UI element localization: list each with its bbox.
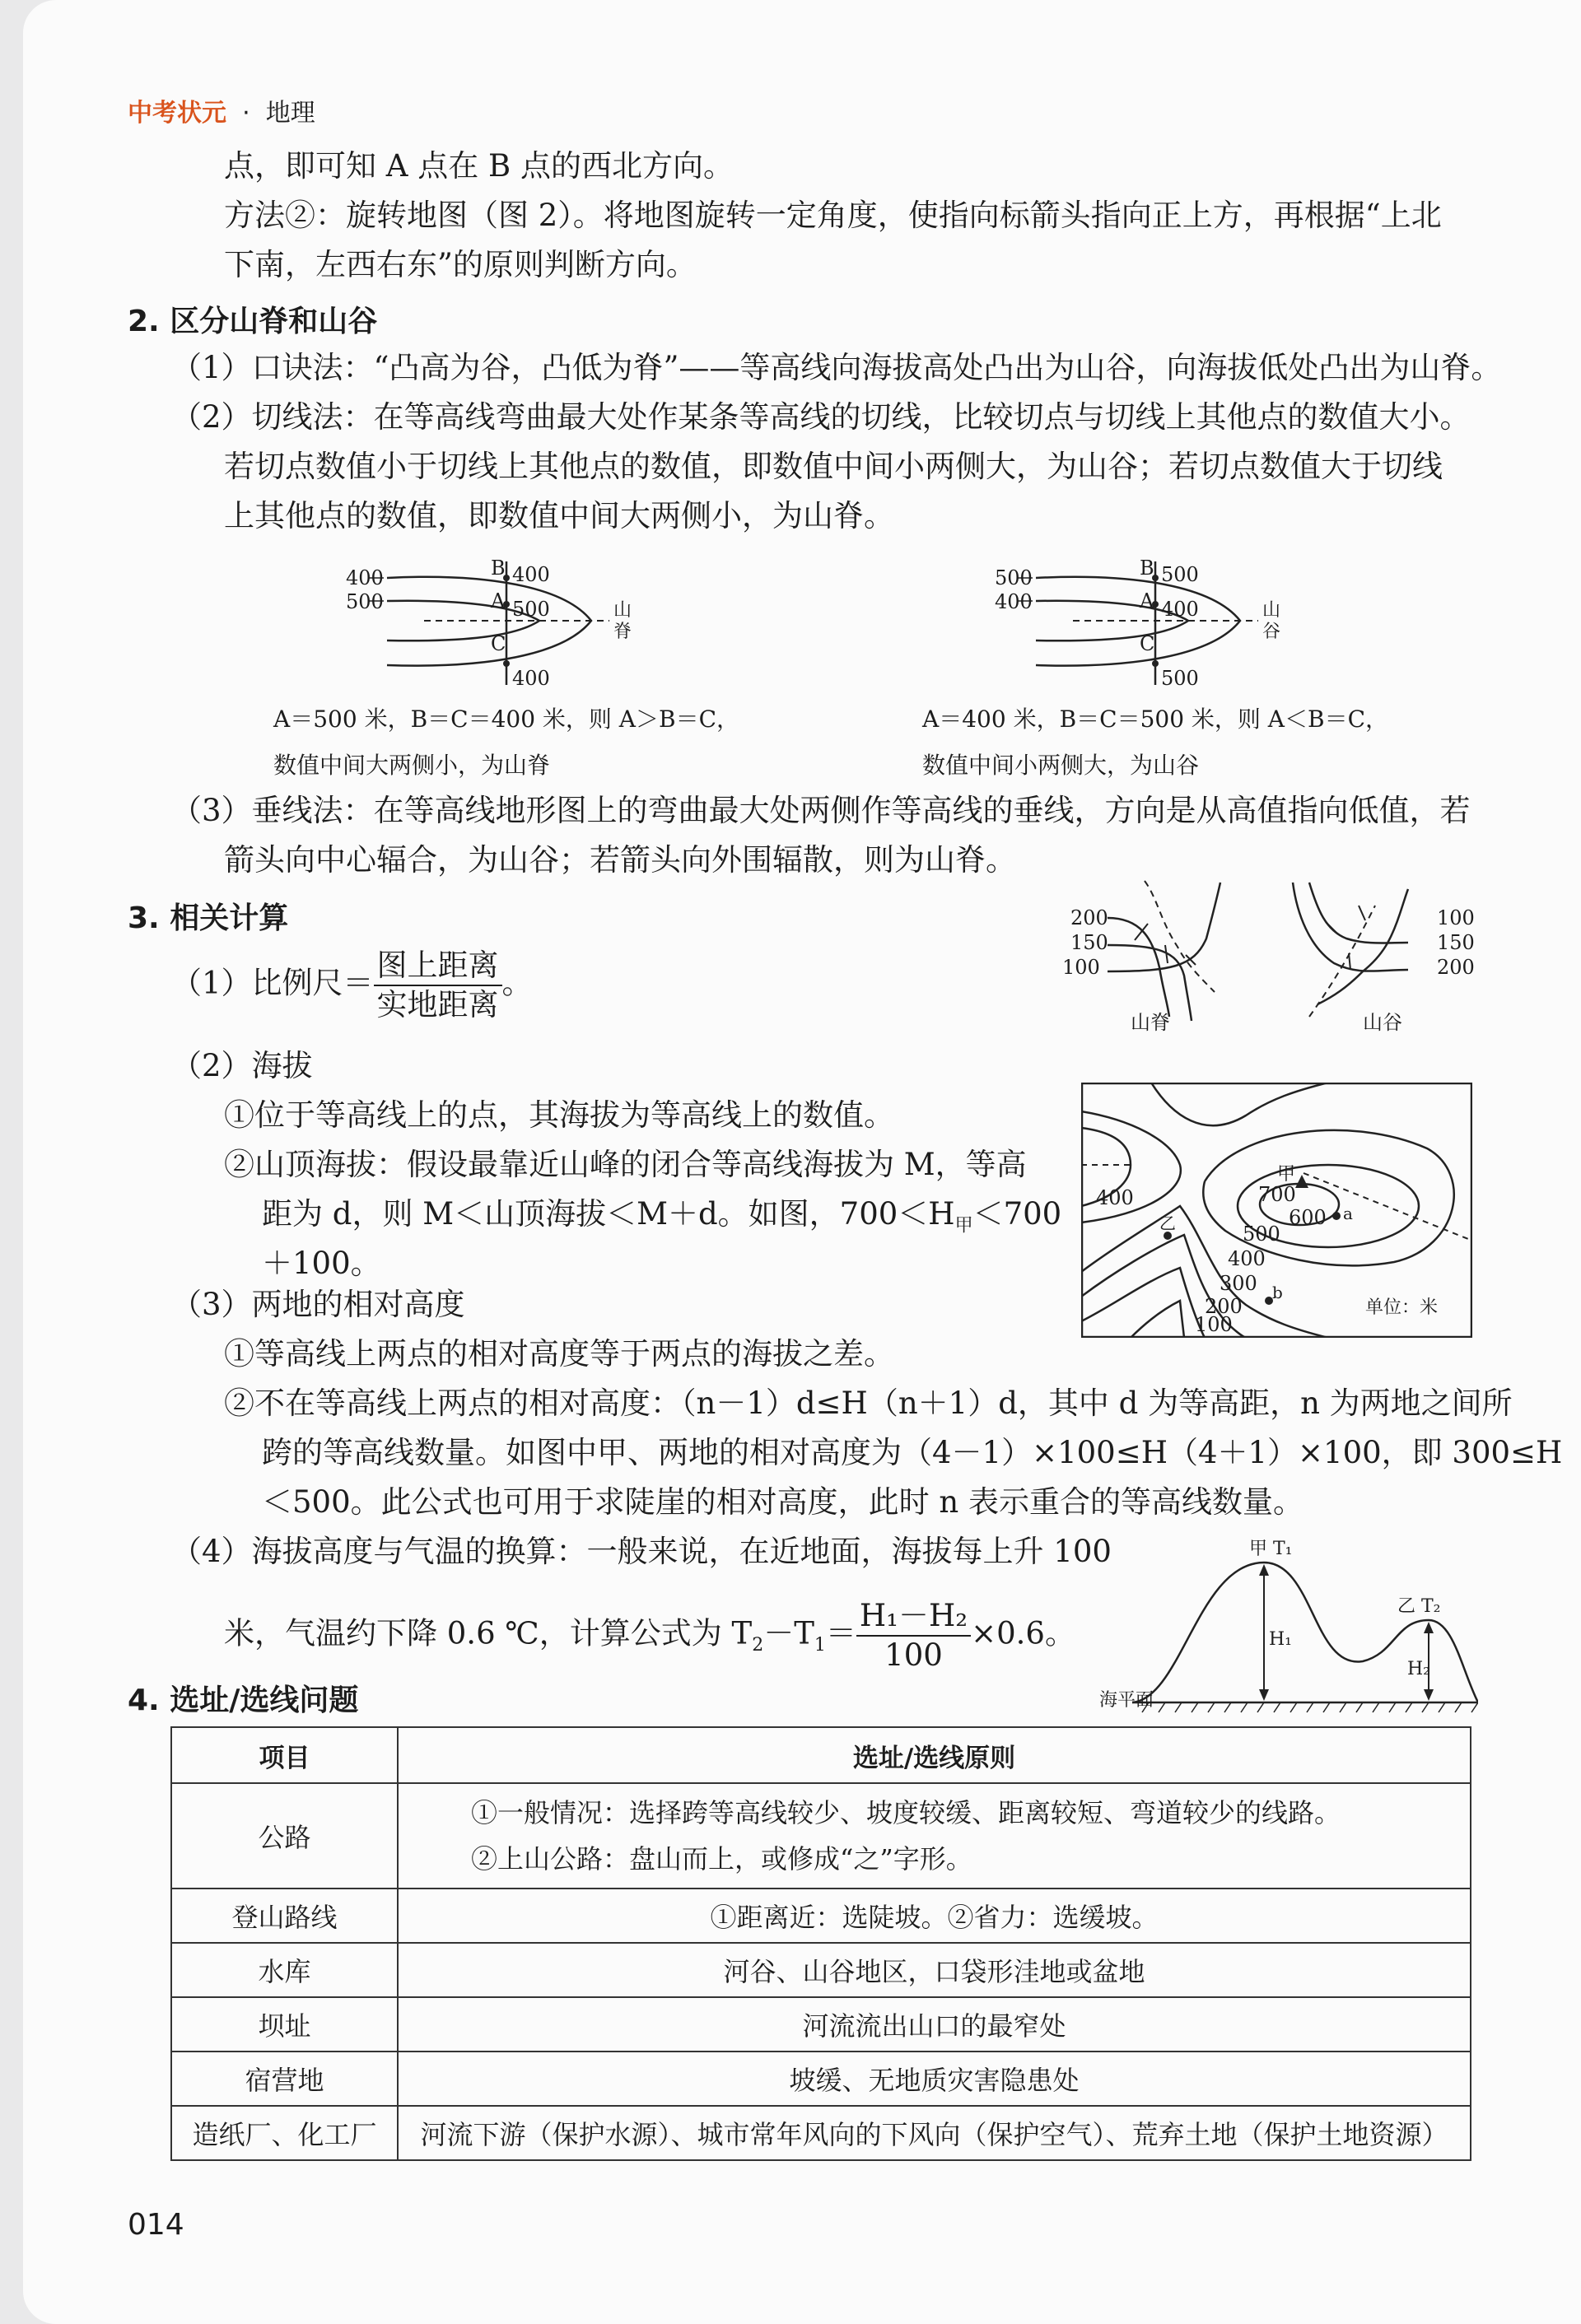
valley-char-2: 谷 (1262, 622, 1281, 642)
mountain-figure (1099, 1530, 1478, 1719)
ridge-char-2: 脊 (613, 622, 632, 642)
temperature-a: （4）海拔高度与气温的换算：一般来说，在近地面，海拔每上升 100 (171, 1534, 1112, 1569)
label-400: 400 (346, 566, 384, 589)
map-label-700: 700 (1258, 1183, 1296, 1206)
valley-contour-200 (1318, 889, 1408, 1004)
map-label-jia: 甲 (1277, 1164, 1296, 1185)
ridge-label-150: 150 (1070, 931, 1108, 954)
sec2-p1: （1）口诀法：“凸高为谷，凸低为脊”——等高线向海拔高处凸出为山谷，向海拔低处凸出为山脊。 (171, 350, 1502, 385)
brand-logo: 中考状元 (128, 99, 226, 128)
contour-top (1151, 1083, 1328, 1125)
label-a-400: 400 (1161, 598, 1199, 621)
altitude-title: （2）海拔 (171, 1048, 313, 1083)
valley-char-1: 山 (1262, 600, 1281, 621)
contour-100 (1131, 1301, 1184, 1338)
contour-map (1081, 1083, 1472, 1338)
row-principle: 河流下游（保护水源）、城市常年风向的下风向（保护空气）、荒弃土地（保护土地资源） (398, 2106, 1471, 2160)
table-header-row (171, 1727, 1471, 1783)
valley-contour-100 (1293, 883, 1408, 971)
table-row (171, 1783, 1471, 1889)
map-label-400b: 400 (1228, 1247, 1266, 1270)
row-principle: ①距离近：选陡坡。②省力：选缓坡。 (398, 1889, 1471, 1943)
table-row (171, 1889, 1471, 1943)
label-b-500: 500 (1161, 563, 1199, 586)
row-principle: 河谷、山谷地区，口袋形洼地或盆地 (398, 1943, 1471, 1997)
map-label-b: b (1272, 1283, 1283, 1302)
label-500: 500 (995, 566, 1033, 589)
label-a: A (491, 589, 506, 612)
map-label-yi: 乙 (1159, 1213, 1176, 1233)
label-c-400: 400 (512, 667, 550, 690)
sec2-p3b: 箭头向中心辐合，为山谷；若箭头向外围辐散，则为山脊。 (224, 842, 1016, 878)
map-label-600: 600 (1289, 1206, 1327, 1229)
header-dot: · (242, 99, 250, 128)
map-label-300: 300 (1220, 1272, 1257, 1295)
label-h1: H₁ (1269, 1629, 1293, 1650)
map-label-200: 200 (1205, 1295, 1243, 1318)
section-2-title: 2. 区分山脊和山谷 (128, 305, 378, 338)
valley-label-150: 150 (1437, 931, 1475, 954)
table-row (171, 1943, 1471, 1997)
ridge-label-100: 100 (1062, 956, 1100, 979)
map-unit: 单位：米 (1365, 1297, 1439, 1318)
ridge-tangent-figure (329, 553, 675, 701)
principle-line-2: ②上山公路：盘山而上，或修成“之”字形。 (471, 1843, 972, 1875)
altitude-2c: ＋100。 (262, 1246, 381, 1281)
map-label-a: a (1343, 1204, 1353, 1223)
table-row (171, 2106, 1471, 2160)
intro-line-1: 点，即可知 A 点在 B 点的西北方向。 (224, 148, 734, 184)
label-c-500: 500 (1161, 667, 1199, 690)
ridge-contour-100 (1108, 883, 1220, 971)
ridge-contour-200 (1108, 918, 1169, 1017)
label-jia-t1: 甲 T₁ (1249, 1539, 1293, 1559)
page-header (128, 92, 315, 128)
temp-text-1: 米，气温约下降 0.6 ℃，计算公式为 T (224, 1615, 753, 1651)
sec2-p2b: 若切点数值小于切线上其他点的数值，即数值中间小两侧大，为山谷；若切点数值大于切线 (224, 449, 1443, 484)
site-selection-table (170, 1726, 1471, 2161)
altitude-2b (262, 1190, 1061, 1250)
map-label-400: 400 (1096, 1186, 1134, 1209)
temp-sub-2: 2 (752, 1634, 764, 1656)
valley-label-200: 200 (1437, 956, 1475, 979)
relative-title: （3）两地的相对高度 (171, 1287, 465, 1322)
table-row (171, 1997, 1471, 2052)
label-h2: H₂ (1407, 1659, 1431, 1679)
section-3-title: 3. 相关计算 (128, 901, 289, 935)
ridge-caption-1: A＝500 米，B＝C＝400 米，则 A＞B＝C， (273, 706, 740, 733)
temp-sub-1: 1 (814, 1634, 826, 1656)
scale-numerator: 图上距离 (374, 947, 502, 986)
altitude-2a: ②山顶海拔：假设最靠近山峰的闭合等高线海拔为 M，等高 (224, 1147, 1027, 1182)
scale-prefix: （1）比例尺＝ (171, 965, 374, 1001)
valley-contour-150 (1309, 883, 1408, 943)
contour-500 (1036, 577, 1240, 666)
row-principle: 坡缓、无地质灾害隐患处 (398, 2052, 1471, 2106)
scale-end: 。 (501, 965, 533, 1001)
scale-formula (171, 947, 533, 1024)
label-c: C (1140, 632, 1155, 655)
label-sea-level: 海平面 (1099, 1690, 1154, 1711)
subject-title: 地理 (265, 99, 315, 128)
row-item: 坝址 (171, 1997, 398, 2052)
contour-400 (387, 577, 591, 666)
row-item: 水库 (171, 1943, 398, 1997)
row-item: 登山路线 (171, 1889, 398, 1943)
scale-denominator: 实地距离 (376, 987, 499, 1022)
temp-numerator: H₁－H₂ (856, 1597, 971, 1637)
summit-triangle (1295, 1175, 1308, 1188)
temp-fraction (856, 1597, 971, 1674)
temp-end: ×0.6。 (971, 1615, 1075, 1651)
altitude-2b-text: 距为 d，则 M＜山顶海拔＜M＋d。如图，700＜H (262, 1196, 955, 1232)
label-b: B (491, 557, 506, 580)
altitude-1: ①位于等高线上的点，其海拔为等高线上的数值。 (224, 1097, 894, 1133)
label-c: C (491, 632, 506, 655)
scale-fraction (374, 947, 502, 1024)
table-header-item: 项目 (171, 1727, 398, 1783)
temperature-formula (224, 1597, 1075, 1674)
ridge-caption-2: 数值中间大两侧小，为山脊 (273, 752, 551, 779)
row-principle: 河流流出山口的最窄处 (398, 1997, 1471, 2052)
label-a-500: 500 (512, 598, 550, 621)
point-a (1332, 1212, 1341, 1220)
relative-2a: ②不在等高线上两点的相对高度：（n－1）d≤H（n＋1）d，其中 d 为等高距，n 为两地之间所 (224, 1386, 1513, 1421)
valley-tangent-figure (978, 553, 1324, 701)
altitude-2b-sub: 甲 (954, 1215, 973, 1237)
temp-denominator: 100 (884, 1637, 943, 1673)
label-yi-t2: 乙 T₂ (1397, 1596, 1441, 1617)
ridge-axis (1145, 881, 1215, 992)
ridge-caption: 山脊 (1131, 1011, 1170, 1034)
relative-2b: 跨的等高线数量。如图中甲、两地的相对高度为（4－1）×100≤H（4＋1）×100，即 300≤H (262, 1435, 1563, 1470)
label-500: 500 (346, 590, 384, 613)
row-item: 公路 (171, 1783, 398, 1889)
page-number: 014 (128, 2208, 184, 2242)
ridge-label-200: 200 (1070, 906, 1108, 929)
perpendicular-figure (1062, 873, 1490, 1037)
valley-caption-2: 数值中间小两侧大，为山谷 (922, 752, 1200, 779)
valley-label-100: 100 (1437, 906, 1475, 929)
map-label-500: 500 (1243, 1223, 1280, 1246)
altitude-2b-end: ＜700 (972, 1196, 1062, 1232)
label-b-400: 400 (512, 563, 550, 586)
table-row (171, 2052, 1471, 2106)
map-label-100: 100 (1195, 1313, 1233, 1336)
principle-line-1: ①一般情况：选择跨等高线较少、坡度较缓、距离较短、弯道较少的线路。 (471, 1797, 1341, 1828)
label-400: 400 (995, 590, 1033, 613)
label-a: A (1140, 589, 1154, 612)
ridge-contour-150 (1108, 945, 1192, 1021)
intro-line-2: 方法②：旋转地图（图 2）。将地图旋转一定角度，使指向标箭头指向正上方，再根据“上北 (224, 198, 1442, 233)
temp-text-2: －T (763, 1615, 814, 1651)
sec2-p2a: （2）切线法：在等高线弯曲最大处作某条等高线的切线，比较切点与切线上其他点的数值大小。 (171, 399, 1471, 435)
row-item: 造纸厂、化工厂 (171, 2106, 398, 2160)
valley-caption-1: A＝400 米，B＝C＝500 米，则 A＜B＝C， (922, 706, 1389, 733)
section-4-title: 4. 选址/选线问题 (128, 1684, 359, 1717)
relative-2c: ＜500。此公式也可用于求陡崖的相对高度，此时 n 表示重合的等高线数量。 (262, 1484, 1304, 1520)
row-principle (398, 1783, 1471, 1889)
temp-eq: ＝ (825, 1615, 856, 1651)
sec2-p2c: 上其他点的数值，即数值中间大两侧小，为山脊。 (224, 498, 894, 533)
relative-1: ①等高线上两点的相对高度等于两点的海拔之差。 (224, 1336, 894, 1372)
table-header-principle: 选址/选线原则 (398, 1727, 1471, 1783)
row-item: 宿营地 (171, 2052, 398, 2106)
label-b: B (1140, 557, 1154, 580)
intro-line-3: 下南，左西右东”的原则判断方向。 (224, 247, 697, 282)
ridge-char-1: 山 (613, 600, 632, 621)
valley-axis (1309, 906, 1375, 1017)
valley-caption: 山谷 (1363, 1011, 1402, 1034)
sec2-p3a: （3）垂线法：在等高线地形图上的弯曲最大处两侧作等高线的垂线，方向是从高值指向低值，若 (171, 793, 1471, 828)
